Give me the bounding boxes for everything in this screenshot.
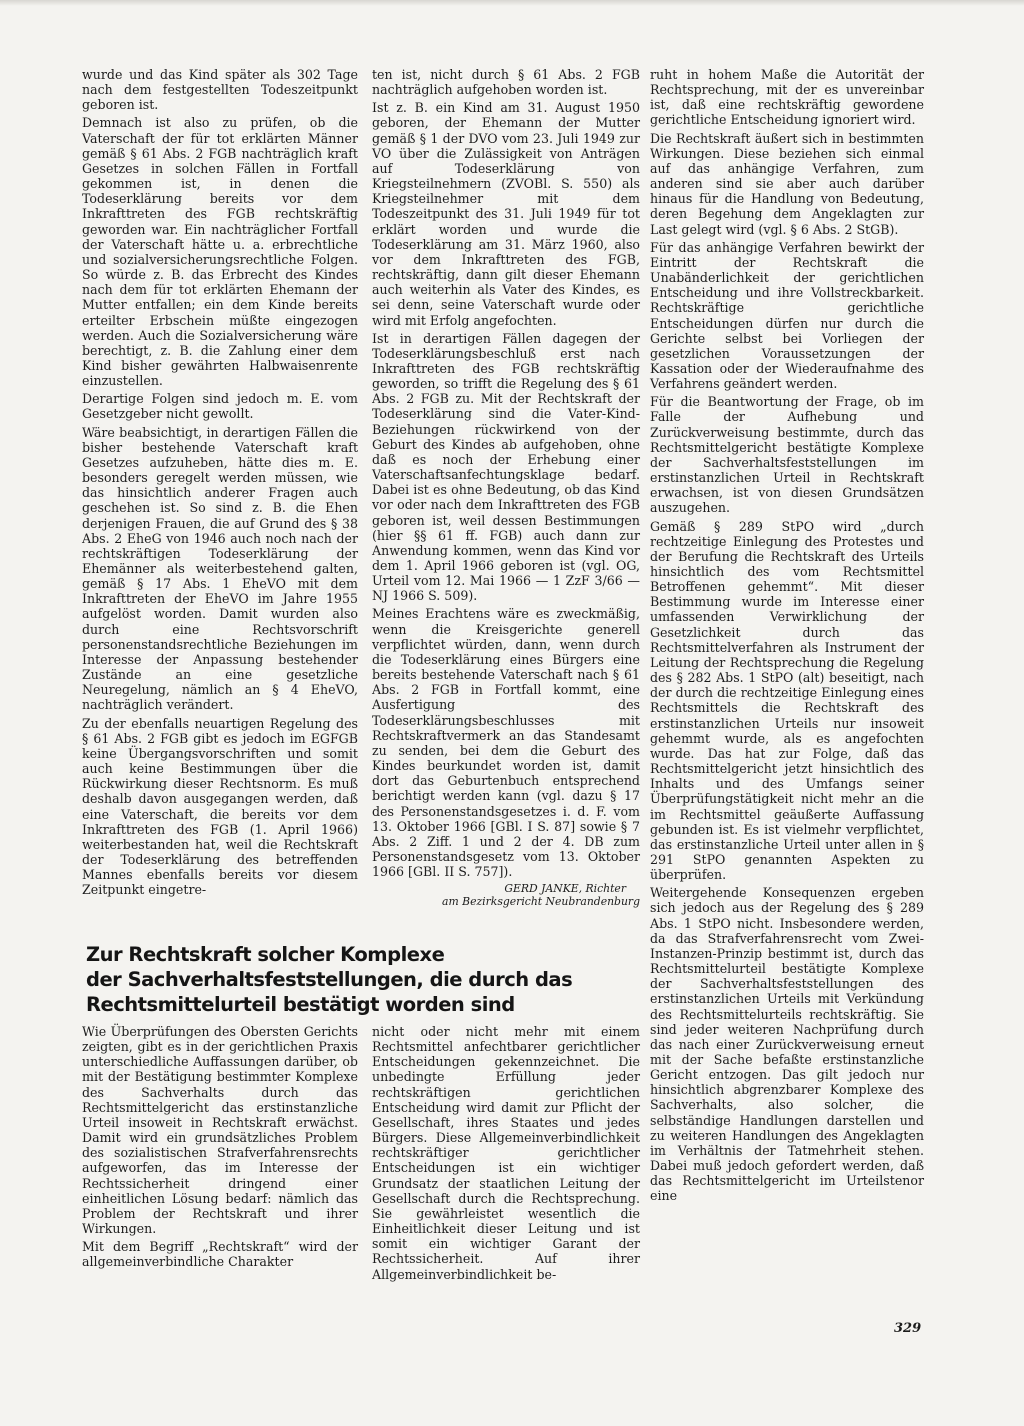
paragraph: Derartige Folgen sind jedoch m. E. vom Gesetzgeber nicht gewollt. [82,391,358,422]
author-name: GERD JANKE, Richter [504,882,626,896]
paragraph: Mit dem Begriff „Rechtskraft“ wird der allgemeinverbindliche Charakter [82,1239,358,1270]
paragraph: Demnach ist also zu prüfen, ob die Vaterschaft der für tot erklärten Männer gemäß § 61 Abs. 2 FGB nachträglich kraft Gesetzes in solchen Fällen in Fortfall gekommen ist, in denen die Todeserklärung bereits vor dem Inkrafttreten des FGB rechtskräftig geworden war. Ein nachträglicher Fortfall der Vaterschaft hätte u. a. erbrechtliche und sozialversicherungsrechtliche Folgen. So würde z. B. das Erbrecht des Kindes nach dem für tot erklärten Ehemann der Mutter entfallen; ein dem Kinde bereits erteilter Erbschein müßte eingezogen werden. Auch die Sozialversicherung wäre berechtigt, z. B. die Zahlung einer dem Kind bisher gewährten Halbwaisenrente einzustellen. [82,115,358,389]
column-2 [372,67,640,908]
paragraph: Wie Überprüfungen des Obersten Gerichts zeigten, gibt es in der gerichtlichen Praxis unterschiedliche Auffassungen darüber, ob mit der Bestätigung bestimmter Komplexe des Sachverhalts durch das Rechtsmittelgericht das erstinstanzliche Urteil insoweit in Rechtskraft erwächst. Damit wird ein grundsätzliches Problem des sozialistischen Strafverfahrensrechts aufgeworfen, das im Interesse der Rechtssicherheit dringend einer einheitlichen Lösung bedarf: nämlich das Problem der Rechtskraft und ihrer Wirkungen. [82,1024,358,1237]
paragraph: Meines Erachtens wäre es zweckmäßig, wenn die Kreisgerichte generell verpflichtet würden, dann, wenn durch die Todeserklärung eines Bürgers eine bereits bestehende Vaterschaft nach § 61 Abs. 2 FGB in Fortfall kommt, eine Ausfertigung des Todeserklärungsbeschlusses mit Rechtskraftvermerk an das Standesamt zu senden, bei dem die Geburt des Kindes beurkundet worden ist, damit dort das Geburtenbuch entsprechend berichtigt werden kann (vgl. dazu § 17 des Personenstandsgesetzes i. d. F. vom 13. Oktober 1966 [GBl. I S. 87] sowie § 7 Abs. 2 Ziff. 1 und 2 der 4. DB zum Personenstandsgesetz vom 13. Oktober 1966 [GBl. II S. 757]). [372,606,640,880]
column-3 [650,67,924,1207]
paragraph: Für das anhängige Verfahren bewirkt der Eintritt der Rechtskraft die Unabänderlichkeit der gerichtlichen Entscheidung und ihre Vollstreckbarkeit. Rechtskräftige gerichtliche Entscheidungen dürfen nur durch die Gerichte selbst bei Vorliegen der gesetzlichen Voraussetzungen der Kassation oder der Wiederaufnahme des Verfahrens geändert werden. [650,239,924,392]
paragraph: Ist in derartigen Fällen dagegen der Todeserklärungsbeschluß erst nach Inkrafttreten des FGB rechtskräftig geworden, so trifft die Regelung des § 61 Abs. 2 FGB zu. Mit der Rechtskraft der Todeserklärung sind die Vater-Kind-Beziehungen rückwirkend von der Geburt des Kindes ab aufgehoben, ohne daß es noch der Erhebung einer Vaterschaftsanfechtungsklage bedarf. Dabei ist es ohne Bedeutung, ob das Kind vor oder nach dem Inkrafttreten des FGB geboren ist, weil dessen Bestimmungen (hier §§ 61 ff. FGB) auch dann zur Anwendung kommen, wenn das Kind vor dem 1. April 1966 geboren ist (vgl. OG, Urteil vom 12. Mai 1966 — 1 ZzF 3/66 — NJ 1966 S. 509). [372,330,640,604]
author-signature [372,882,640,908]
author-court: am Bezirksgericht Neubrandenburg [442,895,640,909]
paragraph: Zu der ebenfalls neuartigen Regelung des § 61 Abs. 2 FGB gibt es jedoch im EGFGB keine Übergangsvorschriften und somit auch keine Bestimmungen über die Rückwirkung dieser Rechtsnorm. Es muß deshalb davon ausgegangen werden, daß eine Vaterschaft, die bereits vor dem Inkrafttreten des FGB (1. April 1966) weiterbestanden hat, weil die Rechtskraft der Todeserklärung des betreffenden Mannes ebenfalls bereits vor diesem Zeitpunkt eingetre- [82,715,358,898]
paragraph: ruht in hohem Maße die Autorität der Rechtsprechung, mit der es unvereinbar ist, daß eine rechtskräftig gewordene gerichtliche Entscheidung ignoriert wird. [650,67,924,128]
paragraph: wurde und das Kind später als 302 Tage nach dem festgestellten Todeszeitpunkt geboren ist. [82,67,358,113]
heading-line: Rechtsmittelurteil bestätigt worden sind [86,993,515,1016]
paragraph: Weitergehende Konsequenzen ergeben sich jedoch aus der Regelung des § 289 Abs. 1 StPO nicht. Insbesondere werden, da das Strafverfahrensrecht vom Zwei-Instanzen-Prinzip bestimmt ist, durch das Rechtsmittelurteil bestätigte Komplexe der Sachverhaltsfeststellungen des erstinstanzlichen Urteils mit Verkündung des Rechtsmittelurteils rechtskräftig. Sie sind jeder weiteren Nachprüfung durch das nach einer Zurückverweisung erneut mit der Sache befaßte erstinstanzliche Gericht entzogen. Das gilt jedoch nur hinsichtlich abgrenzbarer Komplexe des Sachverhalts, also solcher, die selbständige Handlungen darstellen und zu weiteren Handlungen des Angeklagten im Verhältnis der Tatmehrheit stehen. Dabei muß jedoch gefordert werden, daß das Rechtsmittelgericht im Urteilstenor eine [650,885,924,1204]
heading-line: Zur Rechtskraft solcher Komplexe [86,943,445,966]
column-1 [82,67,358,900]
paragraph: ten ist, nicht durch § 61 Abs. 2 FGB nachträglich aufgehoben worden ist. [372,67,640,98]
page-number: 329 [894,1321,922,1336]
paragraph: Ist z. B. ein Kind am 31. August 1950 geboren, der Ehemann der Mutter gemäß § 1 der DVO vom 23. Juli 1949 zur VO über die Zulässigkeit von Anträgen auf Todeserklärung von Kriegsteilnehmern (ZVOBl. S. 550) als Kriegsteilnehmer mit dem Todeszeitpunkt des 31. Juli 1949 für tot erklärt worden und wurde die Todeserklärung am 31. März 1960, also vor dem Inkrafttreten des FGB, rechtskräftig, dann gilt dieser Ehemann auch weiterhin als Vater des Kindes, es sei denn, seine Vaterschaft wurde oder wird mit Erfolg angefochten. [372,100,640,328]
paragraph: Für die Beantwortung der Frage, ob im Falle der Aufhebung und Zurückverweisung bestimmte, durch das Rechtsmittelgericht bestätigte Komplexe der Sachverhaltsfeststellungen im erstinstanzlichen Urteil in Rechtskraft erwachsen, ist von diesen Grundsätzen auszugehen. [650,394,924,516]
column-5 [372,1024,640,1285]
paragraph: Die Rechtskraft äußert sich in bestimmten Wirkungen. Diese beziehen sich einmal auf das anhängige Verfahren, zum anderen sind sie aber auch darüber hinaus für die Handlung von Bedeutung, deren Begehung dem Angeklagten zur Last gelegt wird (vgl. § 6 Abs. 2 StGB). [650,130,924,237]
paragraph: Gemäß § 289 StPO wird „durch rechtzeitige Einlegung des Protestes und der Berufung die Rechtskraft des Urteils hinsichtlich des vom Rechtsmittel Betroffenen gehemmt“. Mit dieser Bestimmung wurde im Interesse einer umfassenden Verwirklichung der Gesetzlichkeit durch das Rechtsmittelverfahren als Instrument der Leitung der Rechtsprechung die Regelung des § 282 Abs. 1 StPO (alt) beseitigt, nach der durch die rechtzeitige Einlegung eines Rechtsmittels die Rechtskraft des erstinstanzlichen Urteils nur insoweit gehemmt wurde, als es angefochten wurde. Das hat zur Folge, daß das Rechtsmittelgericht jetzt hinsichtlich des Inhalts und des Umfangs seiner Überprüfungstätigkeit nicht mehr an die im Rechtsmittel geäußerte Auffassung gebunden ist. Es ist vielmehr verpflichtet, das erstinstanzliche Urteil unter allen in § 291 StPO genannten Aspekten zu überprüfen. [650,518,924,883]
paragraph: Wäre beabsichtigt, in derartigen Fällen die bisher bestehende Vaterschaft kraft Gesetzes aufzuheben, hätte dies m. E. besonders geregelt werden müssen, wie das hinsichtlich anderer Fragen auch geschehen ist. So sind z. B. die Ehen derjenigen Frauen, die auf Grund des § 38 Abs. 2 EheG von 1946 auch noch nach der rechtskräftigen Todeserklärung der Ehemänner als weiterbestehend galten, gemäß § 17 Abs. 1 EheVO mit dem Inkrafttreten der EheVO im Jahre 1955 aufgelöst worden. Damit wurden also durch eine Rechtsvorschrift personenstandsrechtliche Beziehungen im Interesse der Anpassung bestehender Zustände an eine gesetzliche Neuregelung, nämlich an § 4 EheVO, nachträglich verändert. [82,424,358,713]
scan-edge [0,0,1024,6]
column-4 [82,1024,358,1273]
article-heading [86,942,646,1017]
paragraph: nicht oder nicht mehr mit einem Rechtsmittel anfechtbarer gerichtlicher Entscheidungen gekennzeichnet. Die unbedingte Erfüllung jeder rechtskräftigen gerichtlichen Entscheidung wird damit zur Pflicht der Gesellschaft, ihres Staates und jedes Bürgers. Diese Allgemeinverbindlichkeit rechtskräftiger gerichtlicher Entscheidungen ist ein wichtiger Grundsatz der staatlichen Leitung der Gesellschaft durch die Rechtsprechung. Sie gewährleistet wesentlich die Einheitlichkeit dieser Leitung und ist somit ein wichtiger Garant der Rechtssicherheit. Auf ihrer Allgemeinverbindlichkeit be- [372,1024,640,1282]
heading-line: der Sachverhaltsfeststellungen, die durch das [86,968,573,991]
